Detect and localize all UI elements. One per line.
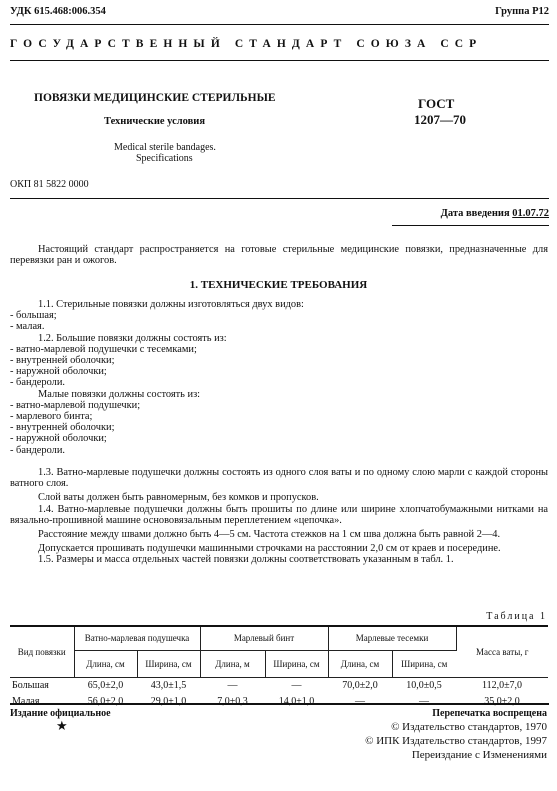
group-code: Группа Р12: [495, 6, 549, 17]
star-icon: ★: [56, 718, 68, 733]
state-standard-banner: ГОСУДАРСТВЕННЫЙ СТАНДАРТ СОЮЗА ССР: [10, 38, 483, 50]
table-cell: Большая: [12, 680, 49, 691]
header-bandage: Марлевый бинт: [200, 626, 328, 650]
header-ties: Марлевые тесемки: [328, 626, 456, 650]
table-cell: 56,0±2,0: [87, 696, 124, 707]
table-cell: 10,0±0,5: [406, 680, 442, 691]
paragraph-1-4c: Допускается прошивать подушечки машинными строчками на расстоянии 2,0 см от краев и посередине.: [38, 543, 501, 555]
udk-code: УДК 615.468:006.354: [10, 6, 106, 17]
table-cell: —: [227, 680, 238, 691]
paragraph-1-3: 1.3. Ватно-марлевые подушечки должны состоять из одного слоя ваты и по одному слою марли с каждой стороны ватного слоя.: [10, 467, 548, 490]
table-cell: 112,0±7,0: [481, 680, 523, 691]
intro-paragraph: [10, 244, 548, 266]
list-line: - малая.: [10, 321, 45, 333]
list-line: - марлевого бинта;: [10, 411, 93, 423]
header-type: Вид повязки: [10, 626, 74, 677]
list-line: - наружной оболочки;: [10, 366, 107, 378]
footer-rule: [10, 703, 549, 705]
list-line: Малые повязки должны состоять из:: [38, 388, 201, 400]
list-line: 1.1. Стерильные повязки должны изготовляться двух видов:: [38, 299, 304, 310]
header-pad: Ватно-марлевая подушечка: [74, 626, 200, 650]
list-line: - бандероли.: [10, 444, 66, 456]
list-line: - внутренней оболочки;: [10, 355, 115, 367]
table-cell: —: [355, 696, 365, 707]
table-cell: Малая: [12, 696, 40, 707]
english-title: Medical sterile bandages.: [114, 142, 216, 153]
title-rule: [10, 198, 549, 199]
section-heading: 1. ТЕХНИЧЕСКИЕ ТРЕБОВАНИЯ: [189, 279, 368, 291]
table-row: [10, 677, 548, 694]
reissue-note: Переиздание с Изменениями: [411, 749, 547, 761]
sub-bandage-length: Длина, м: [200, 650, 265, 677]
sub-bandage-width: Ширина, см: [265, 650, 328, 677]
gost-number: 1207—70: [414, 112, 466, 127]
paragraphs-block: [10, 467, 548, 566]
sub-pad-length: Длина, см: [74, 650, 137, 677]
table-cell: —: [291, 680, 302, 691]
banner-rule: [10, 60, 549, 61]
copyright-1997: © ИПК Издательство стандартов, 1997: [365, 735, 547, 747]
list-line: - наружной оболочки;: [10, 433, 107, 445]
dimensions-table: [10, 625, 548, 710]
paragraph-1-4b: Расстояние между швами должно быть 4—5 см. Частота стежков на 1 см шва должна быть равной 2—4.: [38, 529, 501, 541]
document-title: ПОВЯЗКИ МЕДИЦИНСКИЕ СТЕРИЛЬНЫЕ: [34, 92, 276, 104]
gost-label: ГОСТ: [418, 96, 455, 111]
paragraph-1-3b: Слой ваты должен быть равномерным, без комков и пропусков.: [38, 492, 319, 504]
reprint-notice: Перепечатка воспрещена: [432, 708, 547, 719]
paragraph-1-4: 1.4. Ватно-марлевые подушечки должны быть прошиты по длине или ширине хлопчатобумажными нитками на вязально-прошивной машине основовязальным переплетением «цепочка».: [10, 503, 548, 526]
document-subtitle: Технические условия: [104, 116, 206, 127]
okp-code: ОКП 81 5822 0000: [10, 179, 89, 190]
table-label: Таблица 1: [486, 611, 547, 622]
list-line: - ватно-марлевой подушечки с тесемками;: [10, 343, 197, 355]
list-line: - большая;: [10, 310, 57, 322]
paragraph-1-5: 1.5. Размеры и масса отдельных частей повязки должны соответствовать указанным в табл. 1.: [38, 554, 454, 566]
list-line: - бандероли.: [10, 377, 66, 389]
intro-text: Настоящий стандарт распространяется на готовые стерильные медицинские повязки, предназначенные для перевязки ран и ожогов.: [10, 244, 548, 267]
table-cell: 70,0±2,0: [342, 680, 378, 691]
table-cell: 7,0±0,3: [217, 696, 248, 707]
table-cell: 29,0±1,0: [150, 696, 187, 707]
list-line: - ватно-марлевой подушечки;: [10, 399, 141, 411]
english-subtitle: Specifications: [136, 153, 193, 164]
copyright-1970: © Издательство стандартов, 1970: [391, 721, 547, 733]
date-rule: [392, 225, 549, 226]
effective-date: [441, 208, 549, 219]
sub-pad-width: Ширина, см: [137, 650, 200, 677]
table-cell: 14,0±1,0: [278, 696, 315, 707]
gost-designation: [414, 96, 466, 128]
table-cell: 43,0±1,5: [150, 680, 187, 691]
effective-date-label: Дата введения: [440, 208, 510, 219]
table-cell: 35,0±2,0: [484, 696, 520, 707]
list-line: - внутренней оболочки;: [10, 422, 115, 434]
effective-date-value: 01.07.72: [512, 208, 549, 219]
requirements-list: [10, 299, 548, 456]
top-rule: [10, 24, 549, 25]
header-mass: Масса ваты, г: [456, 626, 548, 677]
sub-ties-width: Ширина, см: [392, 650, 456, 677]
official-edition: Издание официальное: [10, 708, 111, 719]
table-cell: —: [419, 696, 429, 707]
list-line: 1.2. Большие повязки должны состоять из:: [38, 332, 227, 344]
sub-ties-length: Длина, см: [328, 650, 392, 677]
table-cell: 65,0±2,0: [87, 680, 124, 691]
